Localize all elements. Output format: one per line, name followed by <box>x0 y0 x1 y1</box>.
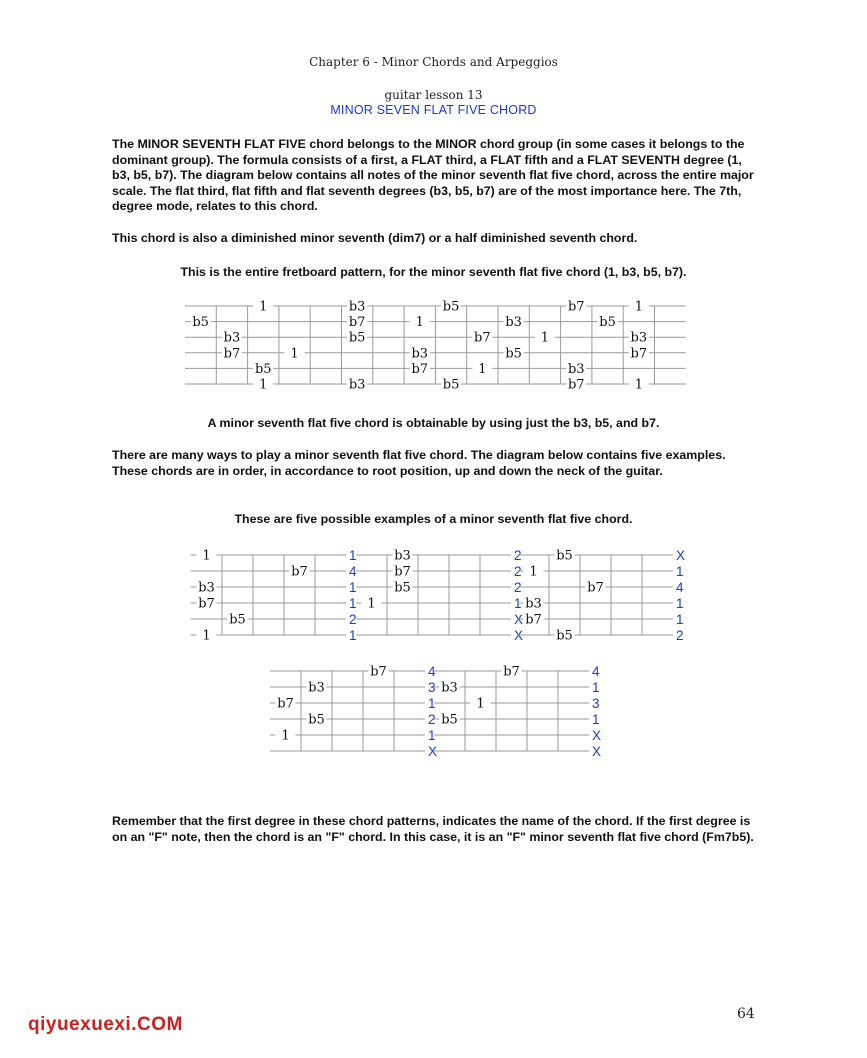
examples-caption: These are five possible examples of a minor seventh flat five chord. <box>234 512 633 526</box>
chord-note: b3 <box>441 680 458 696</box>
fingering-number: 1 <box>676 612 684 627</box>
fingering-number: 1 <box>349 580 357 595</box>
fretboard-note: b5 <box>599 315 616 331</box>
chord-note: b5 <box>556 548 573 564</box>
fretboard-note: b3 <box>348 377 366 393</box>
fretboard-note: b5 <box>254 361 272 377</box>
fretboard-note: b3 <box>223 330 241 346</box>
conclusion-paragraph: Remember that the first degree in these chord patterns, indicates the name of the chord. If the first degree is on an "F" note, then the chord is an "F" chord. In this case, it is an "F" minor seventh flat five chord (Fm7b5). <box>112 814 754 844</box>
chord-note: b7 <box>525 612 542 628</box>
fretboard-note: 1 <box>540 330 550 346</box>
chord-diagram-1 <box>185 545 355 645</box>
chord-diagram-4 <box>264 661 438 761</box>
fretboard-note: b5 <box>192 315 209 331</box>
fretboard-note: b3 <box>411 346 429 362</box>
dim7-paragraph: This chord is also a diminished minor seventh (dim7) or a half diminished seventh chord. <box>112 231 638 245</box>
fingering-number: 1 <box>349 628 357 643</box>
fretboard-note: b3 <box>505 315 522 331</box>
fingering-number: 2 <box>428 712 436 727</box>
chord-note: b5 <box>308 712 325 728</box>
chord-note: b7 <box>277 696 294 712</box>
chord-note: b5 <box>229 612 246 628</box>
page-title: MINOR SEVEN FLAT FIVE CHORD <box>330 103 537 117</box>
fingering-number: 4 <box>676 580 684 595</box>
chord-note: b3 <box>394 548 411 564</box>
fretboard-note: 1 <box>259 299 268 315</box>
fingering-number: X <box>676 548 686 563</box>
chord-note: b7 <box>198 596 215 612</box>
fretboard-note: b3 <box>630 330 648 346</box>
fingering-number: 4 <box>349 564 357 579</box>
fingering-number: X <box>514 628 524 643</box>
fretboard-note: b5 <box>505 346 522 362</box>
fingering-number: 1 <box>592 680 600 695</box>
fretboard-note: b7 <box>567 377 585 393</box>
chord-note: b7 <box>503 664 520 680</box>
chord-diagram-2 <box>350 545 524 645</box>
fingering-number: 1 <box>676 596 684 611</box>
fingering-number: 1 <box>676 564 684 579</box>
fingering-number: 4 <box>428 664 436 679</box>
examples-paragraph: There are many ways to play a minor seventh flat five chord. The diagram below contains five examples. These chords are in order, in accordance to root position, up and down the neck of the guitar. <box>112 448 726 478</box>
watermark-logo: qiyuexuexi.COM <box>28 1014 183 1035</box>
intro-paragraph: The MINOR SEVENTH FLAT FIVE chord belongs to the MINOR chord group (in some cases it belongs to the dominant group). The formula consists of a first, a FLAT third, a FLAT fifth and a FLAT SEVENTH degree (1, b3, b5, b7). The diagram below contains all notes of the minor seventh flat five chord, across the entire major scale. The flat third, flat fifth and flat seventh degrees (b3, b5, b7) are of the most importance here. The 7th, degree mode, relates to this chord. <box>112 137 754 213</box>
fingering-number: X <box>428 744 438 759</box>
fingering-number: 4 <box>592 664 600 679</box>
chord-note: b3 <box>198 580 215 596</box>
fretboard-note: b3 <box>567 361 585 377</box>
fretboard-diagram <box>180 300 690 395</box>
chord-diagram-5 <box>428 661 602 761</box>
fingering-number: 1 <box>514 596 522 611</box>
fretboard-note: 1 <box>259 377 268 393</box>
fretboard-note: 1 <box>634 377 643 393</box>
chord-note: b7 <box>370 664 387 680</box>
chord-note: b5 <box>441 712 458 728</box>
chapter-heading: Chapter 6 - Minor Chords and Arpeggios <box>309 55 558 69</box>
fingering-number: 1 <box>428 696 436 711</box>
fingering-number: X <box>514 612 524 627</box>
chord-note: b5 <box>556 628 573 644</box>
fretboard-note: b7 <box>223 346 241 362</box>
fingering-number: 2 <box>676 628 684 643</box>
fretboard-note: b7 <box>348 315 366 331</box>
fretboard-note: b7 <box>411 361 429 377</box>
chord-note: 1 <box>202 548 211 564</box>
page-number: 64 <box>737 1006 755 1022</box>
chord-diagram-3 <box>512 545 686 645</box>
chord-note: b3 <box>308 680 325 696</box>
chord-note: b7 <box>394 564 411 580</box>
fingering-number: 3 <box>592 696 600 711</box>
fingering-number: 2 <box>514 548 522 563</box>
chord-note: 1 <box>202 628 211 644</box>
fingering-number: X <box>592 744 602 759</box>
fingering-number: 1 <box>592 712 600 727</box>
fingering-number: 3 <box>428 680 436 695</box>
fretboard-note: 1 <box>290 346 299 362</box>
fingering-number: 2 <box>514 580 522 595</box>
chord-note: b3 <box>525 596 542 612</box>
chord-note: b7 <box>291 564 308 580</box>
chord-note: b7 <box>587 580 604 596</box>
fretboard-note: 1 <box>634 299 643 315</box>
fingering-number: X <box>592 728 602 743</box>
fretboard-note: b3 <box>348 299 366 315</box>
chord-note: 1 <box>281 728 290 744</box>
fretboard-caption: This is the entire fretboard pattern, for the minor seventh flat five chord (1, b3, b5, b7). <box>180 265 687 279</box>
fretboard-note: b7 <box>630 346 648 362</box>
fretboard-note: b5 <box>442 299 460 315</box>
fretboard-note: b5 <box>442 377 460 393</box>
obtainable-caption: A minor seventh flat five chord is obtainable by using just the b3, b5, and b7. <box>207 416 660 430</box>
fingering-number: 1 <box>349 548 357 563</box>
lesson-label: guitar lesson 13 <box>384 88 483 102</box>
fingering-number: 2 <box>514 564 522 579</box>
fretboard-note: b7 <box>474 330 491 346</box>
fingering-number: 2 <box>349 612 357 627</box>
fingering-number: 1 <box>428 728 436 743</box>
chord-note: 1 <box>367 596 376 612</box>
fretboard-note: b7 <box>567 299 585 315</box>
chord-note: b5 <box>394 580 411 596</box>
fretboard-note: 1 <box>415 315 424 331</box>
fretboard-note: b5 <box>348 330 366 346</box>
chord-note: 1 <box>476 696 485 712</box>
chord-note: 1 <box>529 564 538 580</box>
fingering-number: 1 <box>349 596 357 611</box>
fretboard-note: 1 <box>478 361 487 377</box>
